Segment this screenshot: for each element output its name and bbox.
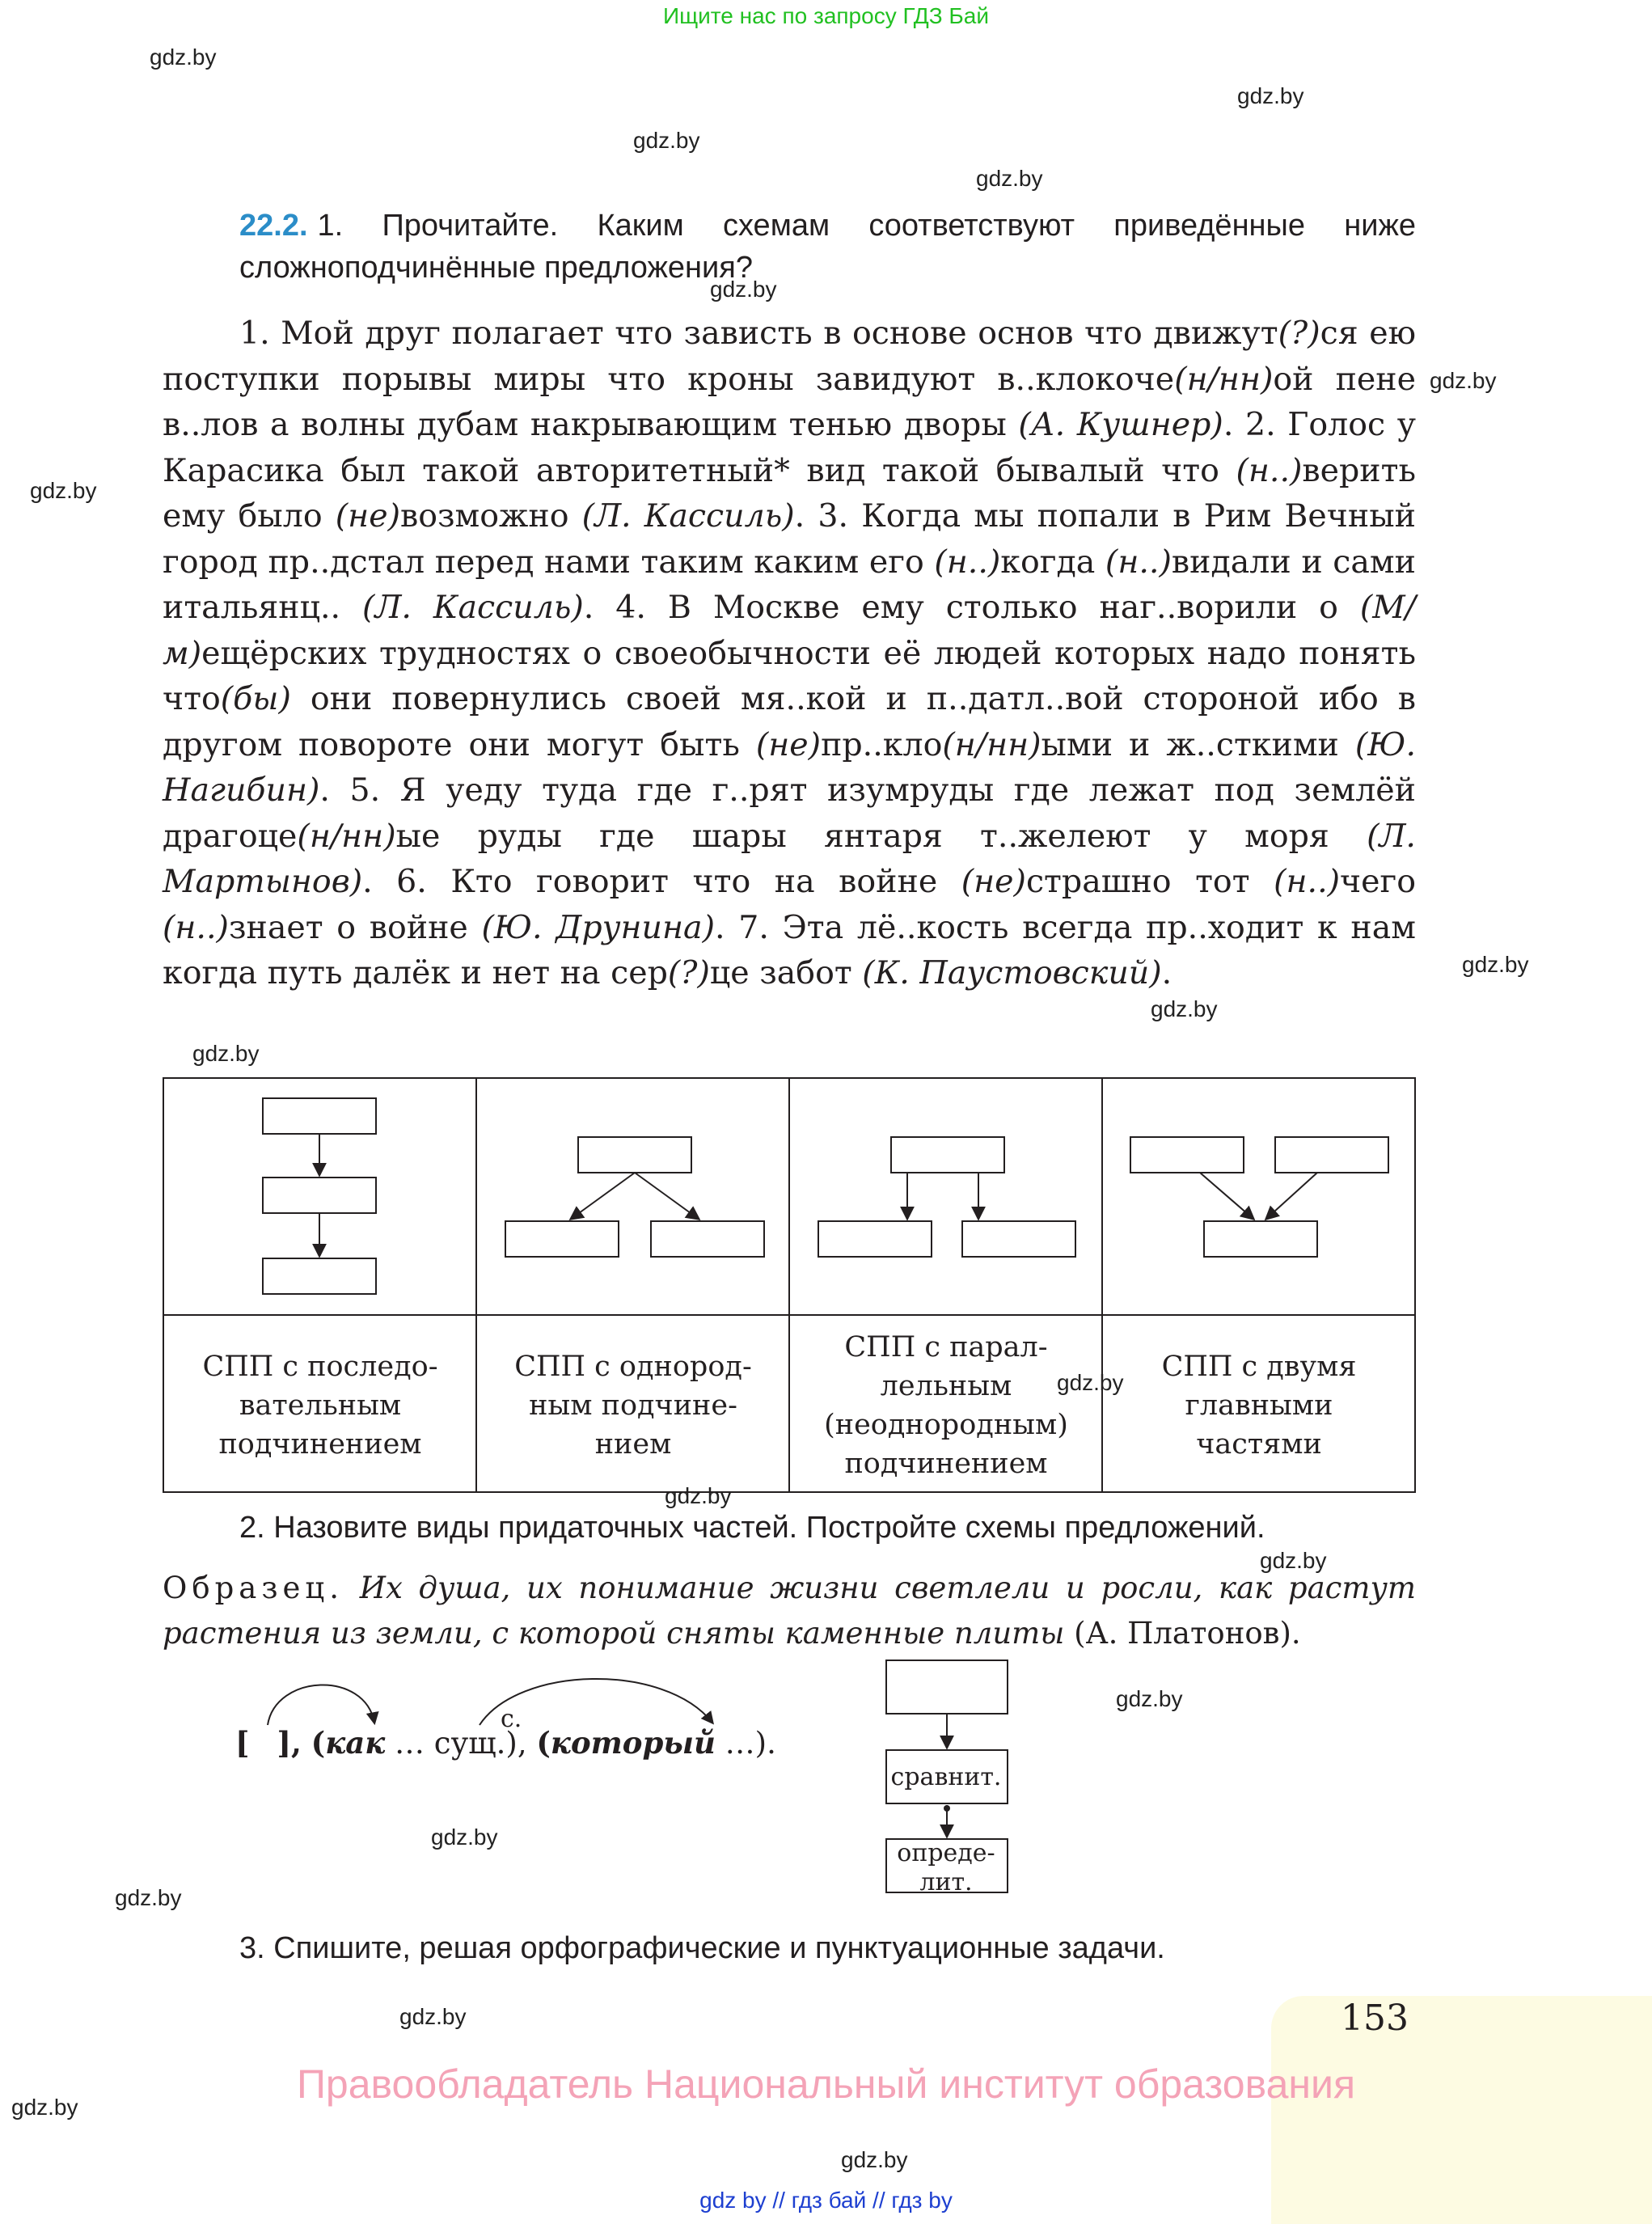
text-hint-fragment: (н..) bbox=[1105, 543, 1172, 581]
flow-label-attributive: опреде- лит. bbox=[897, 1839, 995, 1896]
example-author: (А. Платонов). bbox=[1074, 1616, 1301, 1651]
watermark: gdz.by bbox=[192, 1041, 260, 1066]
watermark: gdz.by bbox=[633, 128, 700, 153]
watermark: gdz.by bbox=[115, 1885, 182, 1910]
watermark: gdz.by bbox=[1260, 1548, 1327, 1573]
clause-box bbox=[1204, 1221, 1317, 1257]
task-intro-text: 1. Прочитайте. Каким схемам соответствуют приведённые ниже сложноподчинённые предложения? bbox=[239, 209, 1416, 285]
watermark: gdz.by bbox=[431, 1824, 498, 1850]
text-hint-fragment: (н..) bbox=[934, 543, 1001, 581]
main-clause-box bbox=[886, 1660, 1008, 1714]
formula-text: [ ], (как … сущ.), (который …). bbox=[235, 1725, 776, 1761]
text-hint-fragment: (не) bbox=[335, 497, 400, 535]
text-fragment: . 6. Кто говорит что на войне bbox=[362, 863, 961, 900]
dot bbox=[944, 1805, 950, 1812]
text-hint-fragment: (Л. Кассиль) bbox=[362, 589, 584, 626]
text-fragment: возможно bbox=[399, 497, 582, 535]
watermark: gdz.by bbox=[30, 478, 97, 503]
arrow bbox=[570, 1173, 635, 1220]
text-hint-fragment: (Ю. Друнина) bbox=[481, 908, 715, 946]
text-fragment: . 7. Эта лё..кость всегда пр..ходит к нам когда путь далёк и нет на сер bbox=[163, 908, 1416, 991]
arrow bbox=[1200, 1173, 1254, 1220]
watermark: gdz.by bbox=[1462, 952, 1529, 977]
text-fragment: когда bbox=[1000, 543, 1105, 581]
watermark: gdz.by bbox=[1237, 83, 1304, 108]
scheme-caption-sequential: СПП с последо- вательным подчинением bbox=[202, 1351, 438, 1461]
clause-box bbox=[578, 1137, 691, 1173]
text-fragment: . 2. Голос у Карасика был такой авторитетный* вид такой бывалый что bbox=[163, 406, 1416, 489]
scheme-sequential bbox=[263, 1098, 376, 1294]
watermark: gdz.by bbox=[841, 2147, 908, 2172]
text-fragment: ыми и ж..сткими bbox=[1041, 725, 1355, 763]
text-fragment: ся ею поступки порывы миры что кроны завидуют в..клокоче bbox=[163, 315, 1416, 398]
watermark: gdz.by bbox=[1430, 368, 1497, 393]
flow-label-comparative: сравнит. bbox=[890, 1763, 1002, 1791]
text-fragment: . 4. В Москве ему столько наг..ворили о bbox=[583, 589, 1360, 626]
clause-box bbox=[505, 1221, 619, 1257]
text-hint-fragment: (М/м) bbox=[163, 589, 1416, 672]
text-fragment: . 5. Я уеду туда где г..рят изумруды где лежат под землёй драгоце bbox=[163, 772, 1416, 855]
clause-box bbox=[891, 1137, 1004, 1173]
clause-box bbox=[651, 1221, 764, 1257]
text-fragment: це забот bbox=[709, 954, 863, 991]
task-number: 22.2. bbox=[239, 209, 308, 243]
watermark: gdz.by bbox=[1116, 1686, 1183, 1711]
text-fragment: . 3. Когда мы попали в Рим Вечный город пр..дстал перед нами таким каким его bbox=[163, 497, 1416, 581]
example-flow-scheme bbox=[885, 1660, 1023, 1902]
clause-box bbox=[962, 1221, 1075, 1257]
text-hint-fragment: (Л. Мартынов) bbox=[163, 817, 1416, 900]
text-fragment: видали и сами итальянц.. bbox=[163, 543, 1416, 626]
scheme-homogeneous bbox=[505, 1137, 764, 1257]
watermark: gdz.by bbox=[976, 166, 1043, 191]
example-block bbox=[163, 1566, 1416, 1656]
text-hint-fragment: (н/нн) bbox=[297, 817, 396, 855]
watermark: gdz.by bbox=[710, 277, 777, 302]
clause-box bbox=[818, 1221, 932, 1257]
text-hint-fragment: (?) bbox=[667, 954, 710, 991]
text-hint-fragment: (н/нн) bbox=[1174, 360, 1274, 398]
conj-label: с. bbox=[501, 1705, 522, 1733]
copyright-notice: Правообладатель Национальный институт образования bbox=[296, 2061, 1356, 2107]
watermark: gdz.by bbox=[150, 44, 217, 70]
arrow bbox=[635, 1173, 699, 1220]
sentence-formula bbox=[163, 1650, 971, 1763]
text-fragment: ещёрских трудностях о своеобычности её людей которых надо понять что bbox=[163, 634, 1416, 717]
text-hint-fragment: (не) bbox=[755, 725, 822, 763]
scheme-parallel bbox=[818, 1137, 1075, 1257]
text-fragment: знает о войне bbox=[228, 908, 482, 946]
scheme-caption-parallel: СПП с парал- лельным (неоднородным) подчинением bbox=[824, 1331, 1068, 1480]
text-fragment: чего bbox=[1340, 863, 1416, 900]
text-hint-fragment: (не) bbox=[961, 863, 1026, 900]
text-hint-fragment: (бы) bbox=[220, 680, 291, 717]
scheme-two-main bbox=[1130, 1137, 1388, 1257]
example-text: Их душа, их понимание жизни светлели и росли, как растут растения из земли, с которой сняты каменные плиты bbox=[163, 1571, 1417, 1651]
clause-box bbox=[263, 1258, 376, 1294]
formula-as-word: как bbox=[325, 1725, 386, 1761]
watermark: gdz.by bbox=[1151, 996, 1218, 1021]
scheme-caption-two-main: СПП с двумя главными частями bbox=[1161, 1351, 1357, 1461]
text-fragment: ой пене в..лов а волны дубам накрывающим тенью дворы bbox=[163, 360, 1416, 443]
watermark: gdz.by bbox=[665, 1483, 732, 1508]
watermark: gdz.by bbox=[1057, 1370, 1124, 1395]
watermark: gdz.by bbox=[11, 2095, 78, 2120]
text-fragment: верить ему было bbox=[163, 451, 1416, 535]
text-hint-fragment: (А. Кушнер) bbox=[1018, 406, 1223, 443]
bottom-links[interactable]: gdz by // гдз бай // гдз by bbox=[699, 2188, 953, 2213]
example-label: Образец. bbox=[163, 1571, 344, 1605]
text-hint-fragment: (?) bbox=[1278, 315, 1320, 352]
text-hint-fragment: (Л. Кассиль) bbox=[581, 497, 795, 535]
task3-instruction: 3. Спишите, решая орфографические и пунктуационные задачи. bbox=[239, 1931, 1165, 1965]
clause-box bbox=[1130, 1137, 1244, 1173]
clause-box bbox=[263, 1178, 376, 1213]
text-fragment: пр..кло bbox=[821, 725, 943, 763]
conj-arc bbox=[268, 1685, 374, 1725]
clause-box bbox=[1275, 1137, 1388, 1173]
arrow bbox=[1265, 1173, 1317, 1220]
task2-instruction: 2. Назовите виды придаточных частей. Постройте схемы предложений. bbox=[239, 1511, 1265, 1545]
text-hint-fragment: (н/нн) bbox=[942, 725, 1041, 763]
text-hint-fragment: (Ю. Нагибин) bbox=[163, 725, 1416, 809]
formula-which-word: который bbox=[550, 1725, 716, 1761]
scheme-caption-homogeneous: СПП с однород- ным подчине- нием bbox=[514, 1351, 752, 1461]
text-fragment: . bbox=[1161, 954, 1172, 991]
page-number: 153 bbox=[1341, 1998, 1409, 2039]
text-hint-fragment: (К. Паустовский) bbox=[862, 954, 1162, 991]
text-fragment: они повернулись своей мя..кой и п..датл..вой стороной ибо в другом повороте они могут быть bbox=[163, 680, 1416, 763]
task-intro bbox=[239, 205, 1416, 289]
text-hint-fragment: (н..) bbox=[1236, 451, 1303, 489]
exercise-text bbox=[163, 311, 1416, 996]
text-fragment: 1. Мой друг полагает что зависть в основе основ что движут bbox=[239, 315, 1278, 352]
clause-box bbox=[263, 1098, 376, 1134]
watermark: gdz.by bbox=[399, 2004, 467, 2029]
text-hint-fragment: (н..) bbox=[163, 908, 229, 946]
text-fragment: страшно тот bbox=[1025, 863, 1274, 900]
text-hint-fragment: (н..) bbox=[1274, 863, 1341, 900]
text-fragment: ые руды где шары янтаря т..желеют у моря bbox=[395, 817, 1367, 855]
top-banner[interactable]: Ищите нас по запросу ГДЗ Бай bbox=[662, 3, 990, 28]
